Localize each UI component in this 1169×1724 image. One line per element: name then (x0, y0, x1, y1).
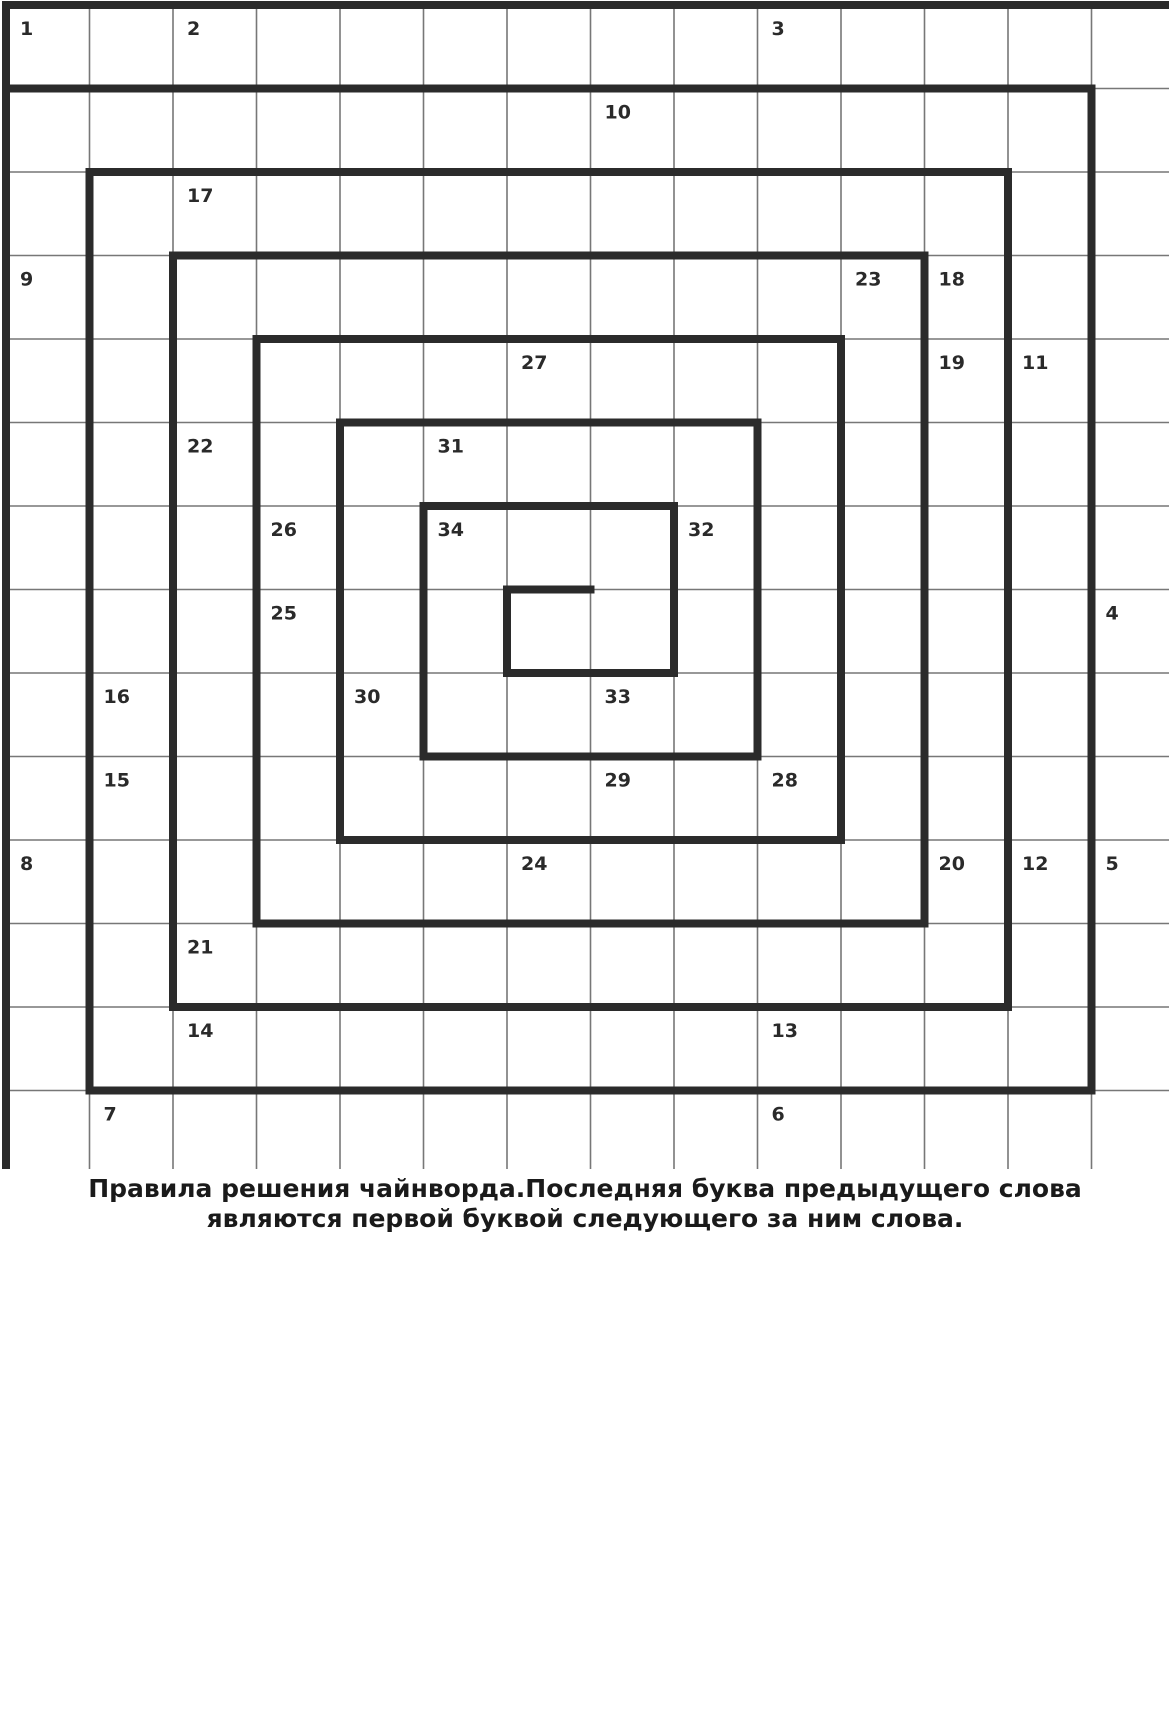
grid-cell[interactable] (1008, 924, 1092, 1008)
grid-cell[interactable] (507, 757, 591, 841)
clue-number: 16 (103, 686, 130, 708)
grid-cell[interactable] (674, 172, 758, 256)
grid-cell[interactable] (1008, 840, 1092, 924)
grid-cell[interactable] (340, 172, 424, 256)
grid-cell[interactable] (758, 256, 842, 340)
clue-number: 17 (187, 185, 214, 207)
grid-cell[interactable] (591, 256, 675, 340)
clue-number: 13 (771, 1020, 798, 1042)
grid-cell[interactable] (173, 5, 257, 89)
grid-cell[interactable] (6, 89, 90, 173)
grid-cell[interactable] (925, 590, 1009, 674)
grid-cell[interactable] (257, 1007, 341, 1091)
clue-number: 8 (20, 853, 34, 875)
grid-cell[interactable] (1008, 673, 1092, 757)
grid-cell[interactable] (173, 172, 257, 256)
grid-cell[interactable] (340, 89, 424, 173)
grid-cell[interactable] (340, 339, 424, 423)
grid-cell[interactable] (841, 5, 925, 89)
grid-cell[interactable] (1092, 89, 1169, 173)
grid-cell[interactable] (841, 89, 925, 173)
grid-cell[interactable] (1008, 1007, 1092, 1091)
clue-number: 29 (604, 769, 631, 792)
grid-cell[interactable] (90, 924, 174, 1008)
grid-cell[interactable] (758, 1007, 842, 1091)
grid-cell[interactable] (90, 673, 174, 757)
grid-cell[interactable] (424, 590, 508, 674)
grid-cell[interactable] (507, 673, 591, 757)
grid-cell[interactable] (758, 924, 842, 1008)
clue-number: 23 (855, 268, 882, 291)
grid-cell[interactable] (841, 924, 925, 1008)
grid-cell[interactable] (340, 673, 424, 757)
clue-number: 3 (771, 18, 785, 40)
grid-cell[interactable] (591, 924, 675, 1008)
grid-cell[interactable] (173, 506, 257, 590)
grid-cell[interactable] (1092, 590, 1169, 674)
grid-cell[interactable] (257, 840, 341, 924)
grid-cell[interactable] (1092, 673, 1169, 757)
grid-cell[interactable] (257, 673, 341, 757)
grid-cell[interactable] (257, 5, 341, 89)
grid-cell[interactable] (340, 757, 424, 841)
clue-number: 4 (1105, 602, 1119, 625)
grid-cell[interactable] (674, 757, 758, 841)
clue-number: 30 (354, 686, 381, 708)
grid-cell[interactable] (758, 673, 842, 757)
grid-cell[interactable] (591, 339, 675, 423)
grid-cell[interactable] (90, 757, 174, 841)
grid-cell[interactable] (841, 590, 925, 674)
clue-number: 34 (437, 519, 464, 541)
grid-cell[interactable] (6, 172, 90, 256)
grid-cell[interactable] (591, 673, 675, 757)
grid-cell[interactable] (424, 89, 508, 173)
grid-cell[interactable] (674, 506, 758, 590)
grid-cell[interactable] (6, 5, 90, 89)
grid-cell[interactable] (841, 1007, 925, 1091)
grid-cell[interactable] (173, 924, 257, 1008)
clue-number: 7 (103, 1103, 117, 1126)
grid-cell[interactable] (925, 1091, 1009, 1170)
grid-cell[interactable] (257, 89, 341, 173)
clue-number: 32 (688, 519, 715, 541)
grid-cell[interactable] (173, 673, 257, 757)
grid-cell[interactable] (841, 256, 925, 340)
clue-number: 14 (187, 1020, 214, 1042)
grid-cell[interactable] (507, 1091, 591, 1170)
grid-cell[interactable] (1008, 423, 1092, 507)
grid-cell[interactable] (925, 339, 1009, 423)
grid-cell[interactable] (6, 924, 90, 1008)
grid-cell[interactable] (424, 1091, 508, 1170)
grid-cell[interactable] (90, 1007, 174, 1091)
clue-number: 25 (270, 602, 297, 625)
grid-cell[interactable] (6, 1091, 90, 1170)
grid-cell[interactable] (841, 757, 925, 841)
grid-cell[interactable] (674, 5, 758, 89)
grid-cell[interactable] (758, 840, 842, 924)
clue-number: 18 (938, 268, 965, 291)
grid-cell[interactable] (925, 423, 1009, 507)
grid-cell[interactable] (925, 757, 1009, 841)
grid-cell[interactable] (1092, 5, 1169, 89)
grid-cell[interactable] (591, 423, 675, 507)
grid-cell[interactable] (841, 673, 925, 757)
grid-cell[interactable] (424, 423, 508, 507)
clue-number: 2 (187, 18, 201, 40)
grid-cell[interactable] (591, 1091, 675, 1170)
grid-cell[interactable] (173, 757, 257, 841)
grid-cell[interactable] (6, 840, 90, 924)
grid-cell[interactable] (507, 423, 591, 507)
grid-cell[interactable] (507, 339, 591, 423)
grid-cell[interactable] (90, 256, 174, 340)
grid-cell[interactable] (424, 256, 508, 340)
grid-cell[interactable] (173, 339, 257, 423)
clue-number: 6 (771, 1103, 785, 1126)
grid-cell[interactable] (1092, 339, 1169, 423)
grid-cell[interactable] (1092, 506, 1169, 590)
clue-number: 20 (938, 853, 965, 875)
grid-cell[interactable] (6, 339, 90, 423)
grid-cell[interactable] (1092, 1091, 1169, 1170)
clue-number: 1 (20, 18, 34, 40)
grid-cell[interactable] (507, 256, 591, 340)
grid-cell[interactable] (758, 339, 842, 423)
grid-cell[interactable] (1008, 757, 1092, 841)
grid-cell[interactable] (90, 423, 174, 507)
grid-cell[interactable] (758, 89, 842, 173)
clue-number: 26 (270, 519, 297, 541)
grid-cell[interactable] (758, 757, 842, 841)
grid-cell[interactable] (674, 590, 758, 674)
grid-cell[interactable] (90, 5, 174, 89)
grid-cell[interactable] (173, 256, 257, 340)
grid-cell[interactable] (90, 1091, 174, 1170)
grid-cell[interactable] (841, 1091, 925, 1170)
grid-cell[interactable] (6, 590, 90, 674)
grid-cell[interactable] (925, 673, 1009, 757)
grid-cell[interactable] (1008, 1091, 1092, 1170)
grid-cell[interactable] (1092, 1007, 1169, 1091)
grid-cell[interactable] (674, 423, 758, 507)
grid-cell[interactable] (424, 172, 508, 256)
grid-cell[interactable] (90, 590, 174, 674)
grid-cell[interactable] (6, 506, 90, 590)
grid-cell[interactable] (591, 5, 675, 89)
clue-number: 12 (1022, 853, 1049, 875)
grid-cell[interactable] (257, 256, 341, 340)
grid-cell[interactable] (257, 172, 341, 256)
grid-cell[interactable] (257, 423, 341, 507)
grid-cell[interactable] (674, 1007, 758, 1091)
grid-cell[interactable] (758, 172, 842, 256)
grid-cell[interactable] (424, 5, 508, 89)
grid-cell[interactable] (257, 506, 341, 590)
grid-cell[interactable] (6, 423, 90, 507)
grid-cell[interactable] (173, 590, 257, 674)
grid-cell[interactable] (591, 172, 675, 256)
clue-number: 11 (1022, 352, 1049, 374)
clue-number: 19 (938, 352, 965, 374)
grid-cell[interactable] (1092, 172, 1169, 256)
grid-cell[interactable] (1008, 89, 1092, 173)
rules-text: Правила решения чайнворда.Последняя буква предыдущего слова являются первой буквой следующего за ним слова. (88, 1174, 1082, 1233)
grid-cell[interactable] (340, 590, 424, 674)
grid-cell[interactable] (507, 924, 591, 1008)
grid-cell[interactable] (925, 840, 1009, 924)
grid-cell[interactable] (173, 423, 257, 507)
clue-number: 21 (187, 936, 214, 959)
grid-cell[interactable] (674, 673, 758, 757)
grid-cell[interactable] (1008, 172, 1092, 256)
grid-cell[interactable] (591, 757, 675, 841)
grid-cell[interactable] (257, 590, 341, 674)
grid-cell[interactable] (90, 339, 174, 423)
grid-cell[interactable] (257, 1091, 341, 1170)
grid-cell[interactable] (340, 1007, 424, 1091)
grid-cell[interactable] (925, 5, 1009, 89)
clue-number: 24 (521, 853, 548, 875)
grid-cell[interactable] (1092, 423, 1169, 507)
grid-cell[interactable] (90, 840, 174, 924)
grid-cell[interactable] (340, 256, 424, 340)
clue-number: 33 (604, 686, 631, 708)
grid-cell[interactable] (841, 506, 925, 590)
grid-cell[interactable] (1008, 339, 1092, 423)
grid-cell[interactable] (173, 840, 257, 924)
grid-cell[interactable] (674, 1091, 758, 1170)
grid-cell[interactable] (758, 506, 842, 590)
grid-cell[interactable] (925, 256, 1009, 340)
grid-cell[interactable] (841, 423, 925, 507)
grid-cell[interactable] (925, 89, 1009, 173)
grid-cell[interactable] (925, 924, 1009, 1008)
grid-cell[interactable] (173, 1091, 257, 1170)
grid-cell[interactable] (340, 423, 424, 507)
grid-cell[interactable] (841, 339, 925, 423)
grid-cell[interactable] (173, 89, 257, 173)
grid-cell[interactable] (340, 840, 424, 924)
grid-cell[interactable] (424, 339, 508, 423)
grid-cell[interactable] (591, 1007, 675, 1091)
grid-cell[interactable] (841, 840, 925, 924)
grid-cell[interactable] (1008, 590, 1092, 674)
grid-cell[interactable] (925, 172, 1009, 256)
grid-cell[interactable] (1008, 5, 1092, 89)
grid-cell[interactable] (507, 172, 591, 256)
grid-cell[interactable] (674, 256, 758, 340)
grid-cell[interactable] (591, 840, 675, 924)
grid-cell[interactable] (1092, 840, 1169, 924)
grid-cell[interactable] (340, 5, 424, 89)
grid-cell[interactable] (507, 1007, 591, 1091)
grid-cell[interactable] (90, 89, 174, 173)
clue-number: 5 (1105, 853, 1119, 875)
grid-cell[interactable] (424, 673, 508, 757)
clue-number: 15 (103, 769, 130, 792)
clue-number: 10 (604, 101, 631, 124)
grid-cell[interactable] (1008, 506, 1092, 590)
grid-cell[interactable] (674, 924, 758, 1008)
grid-cell[interactable] (173, 1007, 257, 1091)
grid-cell[interactable] (507, 840, 591, 924)
grid-cell[interactable] (925, 506, 1009, 590)
grid-cell[interactable] (674, 840, 758, 924)
clue-number: 27 (521, 352, 548, 374)
grid-cell[interactable] (925, 1007, 1009, 1091)
grid-cell[interactable] (90, 506, 174, 590)
grid-cell[interactable] (424, 757, 508, 841)
grid-cell[interactable] (257, 924, 341, 1008)
grid-cell[interactable] (90, 172, 174, 256)
grid-cell[interactable] (758, 590, 842, 674)
grid-cell[interactable] (1008, 256, 1092, 340)
clue-number: 31 (437, 435, 464, 458)
grid-cell[interactable] (758, 1091, 842, 1170)
grid-cell[interactable] (758, 5, 842, 89)
clue-number: 22 (187, 435, 214, 458)
grid-cell[interactable] (424, 506, 508, 590)
grid-cell[interactable] (591, 89, 675, 173)
clue-number: 28 (771, 769, 798, 792)
grid-cell[interactable] (6, 256, 90, 340)
grid-cell[interactable] (1092, 757, 1169, 841)
grid-cell[interactable] (257, 757, 341, 841)
grid-cell[interactable] (674, 89, 758, 173)
grid-cell[interactable] (6, 757, 90, 841)
grid-cell[interactable] (340, 1091, 424, 1170)
grid-cell[interactable] (424, 840, 508, 924)
grid-cell[interactable] (507, 5, 591, 89)
grid-cell[interactable] (6, 1007, 90, 1091)
grid-cell[interactable] (6, 673, 90, 757)
clue-number: 9 (20, 268, 34, 291)
grid-cell[interactable] (841, 172, 925, 256)
grid-cell[interactable] (758, 423, 842, 507)
grid-cell[interactable] (340, 506, 424, 590)
grid-cell[interactable] (674, 339, 758, 423)
grid-cell[interactable] (424, 1007, 508, 1091)
grid-cell[interactable] (340, 924, 424, 1008)
grid-cell[interactable] (1092, 924, 1169, 1008)
grid-cell[interactable] (1092, 256, 1169, 340)
grid-cell[interactable] (424, 924, 508, 1008)
grid-cell[interactable] (257, 339, 341, 423)
grid-cell[interactable] (507, 89, 591, 173)
